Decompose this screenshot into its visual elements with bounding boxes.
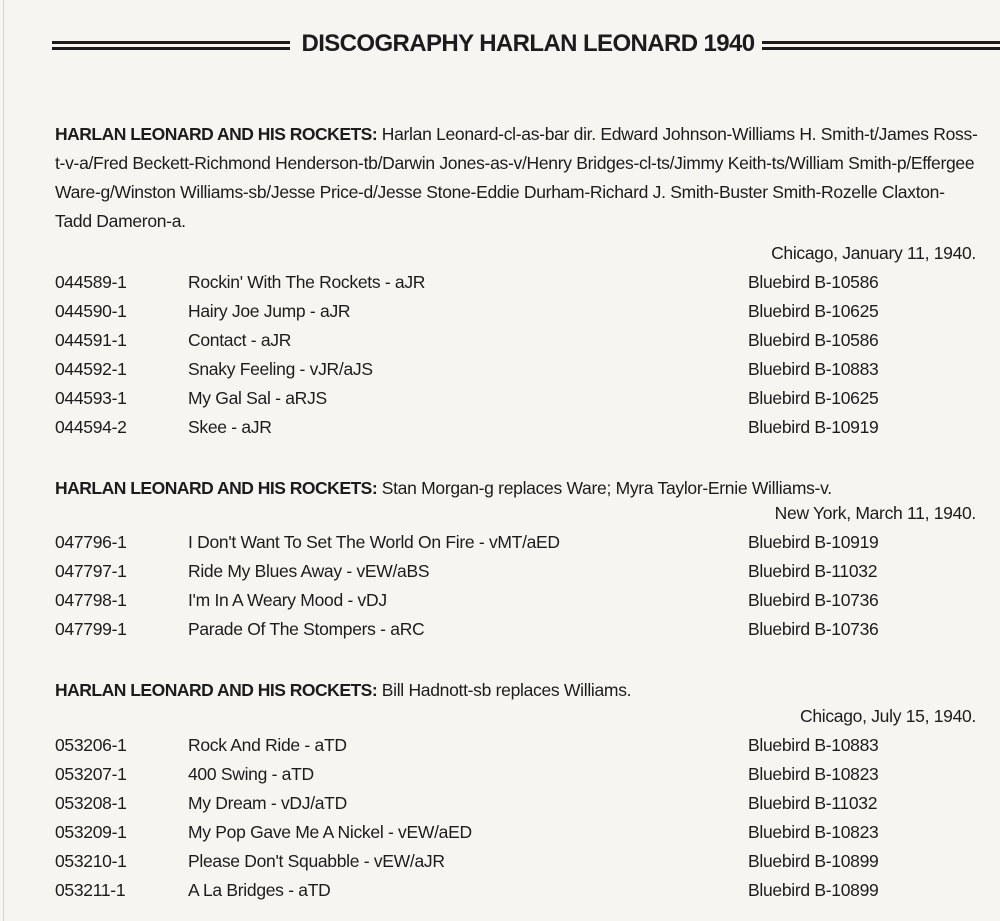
session-1-band: HARLAN LEONARD AND HIS ROCKETS: bbox=[55, 124, 378, 144]
page-header bbox=[52, 28, 1000, 68]
record-label: Bluebird B-10899 bbox=[748, 851, 879, 871]
session-1-place-date: Chicago, January 11, 1940. bbox=[771, 243, 976, 263]
session-3-place-date: Chicago, July 15, 1940. bbox=[800, 706, 976, 726]
track-title: I Don't Want To Set The World On Fire - vMT/aED bbox=[188, 532, 560, 552]
record-label: Bluebird B-10883 bbox=[748, 359, 879, 379]
session-1-personnel-text: Harlan Leonard-cl-as-bar dir. Edward Johnson-Williams H. Smith-t/James Ross-t-v-a/Fred Beckett-Richmond Henderson-tb/Darwin Jones-as-v/Henry Bridges-cl-ts/Jimmy Keith-ts/William Smith-p/Effergee Ware-g/Winston Williams-sb/Jesse Price-d/Jesse Stone-Eddie Durham-Richard J. Smith-Buster Smith-Rozelle Claxton-Tadd Dameron-a. bbox=[55, 124, 978, 231]
track-title: I'm In A Weary Mood - vDJ bbox=[188, 590, 387, 610]
session-2-place-date: New York, March 11, 1940. bbox=[774, 503, 976, 523]
track-row bbox=[55, 272, 955, 301]
record-label: Bluebird B-10586 bbox=[748, 330, 879, 350]
header-rule-left bbox=[52, 41, 290, 50]
record-label: Bluebird B-10883 bbox=[748, 735, 879, 755]
header-rule-right bbox=[762, 41, 1000, 50]
record-label: Bluebird B-10899 bbox=[748, 880, 879, 900]
track-row bbox=[55, 532, 955, 561]
record-label: Bluebird B-11032 bbox=[748, 561, 878, 581]
track-title: 400 Swing - aTD bbox=[188, 764, 314, 784]
track-row bbox=[55, 764, 955, 793]
record-label: Bluebird B-11032 bbox=[748, 793, 878, 813]
matrix-number: 044591-1 bbox=[55, 330, 127, 350]
record-label: Bluebird B-10625 bbox=[748, 388, 879, 408]
track-title: Snaky Feeling - vJR/aJS bbox=[188, 359, 373, 379]
track-row bbox=[55, 735, 955, 764]
matrix-number: 053211-1 bbox=[55, 880, 126, 900]
track-title: My Gal Sal - aRJS bbox=[188, 388, 327, 408]
matrix-number: 053210-1 bbox=[55, 851, 127, 871]
matrix-number: 047798-1 bbox=[55, 590, 127, 610]
record-label: Bluebird B-10823 bbox=[748, 764, 879, 784]
matrix-number: 044589-1 bbox=[55, 272, 127, 292]
record-label: Bluebird B-10823 bbox=[748, 822, 879, 842]
track-title: Parade Of The Stompers - aRC bbox=[188, 619, 425, 639]
track-row bbox=[55, 417, 955, 446]
session-3-personnel-text: Bill Hadnott-sb replaces Williams. bbox=[381, 680, 632, 700]
session-2-personnel-text: Stan Morgan-g replaces Ware; Myra Taylor-Ernie Williams-v. bbox=[381, 478, 832, 498]
page-edge-divider bbox=[3, 0, 4, 921]
record-label: Bluebird B-10919 bbox=[748, 417, 879, 437]
track-row bbox=[55, 590, 955, 619]
matrix-number: 047799-1 bbox=[55, 619, 127, 639]
track-row bbox=[55, 330, 955, 359]
page-title: DISCOGRAPHY HARLAN LEONARD 1940 bbox=[301, 30, 755, 57]
track-row bbox=[55, 822, 955, 851]
session-3-personnel bbox=[55, 676, 980, 705]
record-label: Bluebird B-10736 bbox=[748, 590, 879, 610]
track-title: Rockin' With The Rockets - aJR bbox=[188, 272, 426, 292]
matrix-number: 053208-1 bbox=[55, 793, 127, 813]
track-row bbox=[55, 388, 955, 417]
matrix-number: 044594-2 bbox=[55, 417, 127, 437]
record-label: Bluebird B-10625 bbox=[748, 301, 879, 321]
track-row bbox=[55, 359, 955, 388]
track-title: Contact - aJR bbox=[188, 330, 292, 350]
session-2-band: HARLAN LEONARD AND HIS ROCKETS: bbox=[55, 478, 378, 498]
record-label: Bluebird B-10919 bbox=[748, 532, 879, 552]
matrix-number: 044590-1 bbox=[55, 301, 127, 321]
track-title: Please Don't Squabble - vEW/aJR bbox=[188, 851, 445, 871]
track-row bbox=[55, 793, 955, 822]
track-title: My Dream - vDJ/aTD bbox=[188, 793, 347, 813]
track-title: Rock And Ride - aTD bbox=[188, 735, 347, 755]
session-1-personnel bbox=[55, 120, 980, 236]
matrix-number: 053206-1 bbox=[55, 735, 127, 755]
track-row bbox=[55, 880, 955, 909]
track-title: Hairy Joe Jump - aJR bbox=[188, 301, 351, 321]
record-label: Bluebird B-10736 bbox=[748, 619, 879, 639]
track-row bbox=[55, 301, 955, 330]
matrix-number: 047796-1 bbox=[55, 532, 127, 552]
matrix-number: 053209-1 bbox=[55, 822, 127, 842]
track-title: My Pop Gave Me A Nickel - vEW/aED bbox=[188, 822, 472, 842]
track-row bbox=[55, 851, 955, 880]
track-title: Skee - aJR bbox=[188, 417, 272, 437]
session-2-personnel bbox=[55, 474, 980, 503]
track-row bbox=[55, 619, 955, 648]
matrix-number: 044593-1 bbox=[55, 388, 127, 408]
matrix-number: 044592-1 bbox=[55, 359, 127, 379]
matrix-number: 053207-1 bbox=[55, 764, 127, 784]
session-3-band: HARLAN LEONARD AND HIS ROCKETS: bbox=[55, 680, 378, 700]
track-title: Ride My Blues Away - vEW/aBS bbox=[188, 561, 430, 581]
record-label: Bluebird B-10586 bbox=[748, 272, 879, 292]
track-row bbox=[55, 561, 955, 590]
matrix-number: 047797-1 bbox=[55, 561, 127, 581]
track-title: A La Bridges - aTD bbox=[188, 880, 331, 900]
